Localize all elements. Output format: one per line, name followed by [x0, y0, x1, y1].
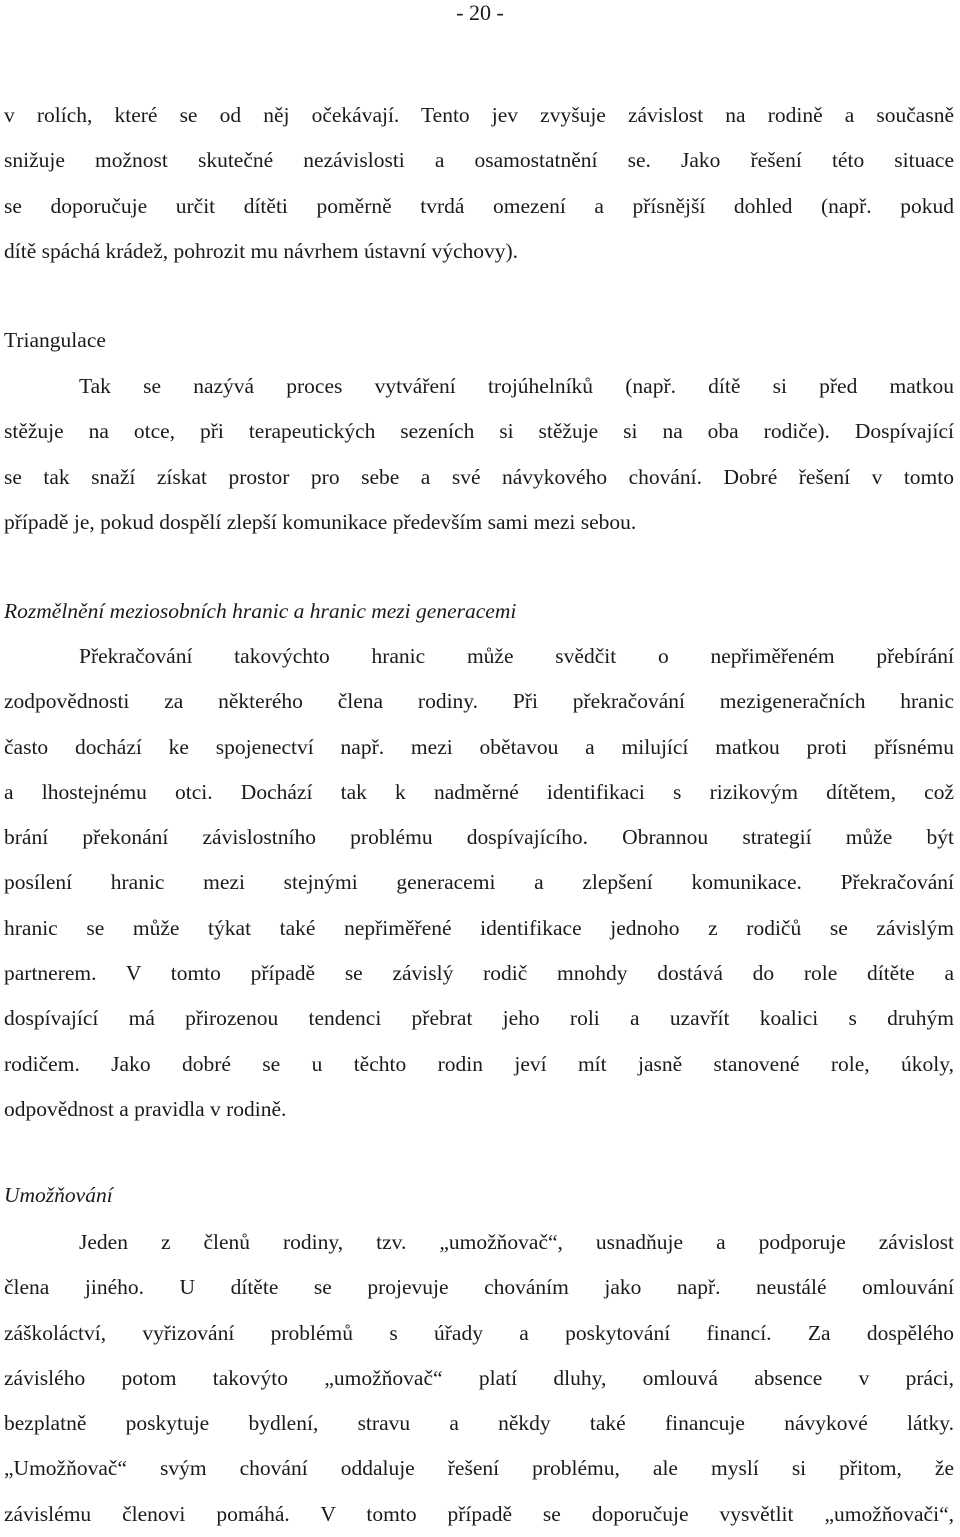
text-line: rodičem. Jako dobré se u těchto rodin jeví mít jasně stanovené role, úkoly, [4, 1051, 954, 1076]
section-heading-rozmelneni: Rozmělnění meziosobních hranic a hranic mezi generacemi [4, 599, 517, 623]
text-line: člena jiného. U dítěte se projevuje chováním jako např. neustálé omlouvání [4, 1275, 954, 1300]
text-line: „Umožňovač“ svým chování oddaluje řešení problému, ale myslí si přitom, že [4, 1456, 954, 1481]
text-line: posílení hranic mezi stejnými generacemi a zlepšení komunikace. Překračování [4, 870, 954, 895]
text-line: závislému členovi pomáhá. V tomto případě se doporučuje vysvětlit „umožňovači“, [4, 1501, 954, 1526]
text-line: Tak se nazývá proces vytváření trojúhelníků (např. dítě si před matkou [79, 374, 954, 398]
text-line: často dochází ke spojenectví např. mezi obětavou a milující matkou proti přísnému [4, 734, 954, 759]
text-line: dítě spáchá krádež, pohrozit mu návrhem ústavní výchovy). [4, 238, 519, 263]
text-line: dospívající má přirozenou tendenci přebrat jeho roli a uzavřít koalici s druhým [4, 1006, 954, 1031]
text-line: zodpovědnosti za některého člena rodiny. Při překračování mezigeneračních hranic [4, 689, 954, 714]
text-line: se doporučuje určit dítěti poměrně tvrdá omezení a přísnější dohled (např. pokud [4, 193, 954, 218]
text-line: závislého potom takovýto „umožňovač“ platí dluhy, omlouvá absence v práci, [4, 1365, 954, 1390]
text-line: hranic se může týkat také nepřiměřené identifikace jednoho z rodičů se závislým [4, 915, 954, 940]
text-line: případě je, pokud dospělí zlepší komunikace především sami mezi sebou. [4, 509, 637, 534]
text-line: záškoláctví, vyřizování problémů s úřady a poskytování financí. Za dospělého [4, 1320, 954, 1345]
text-line: stěžuje na otce, při terapeutických sezeních si stěžuje si na oba rodiče). Dospívající [4, 419, 954, 444]
intro-paragraph [4, 93, 954, 274]
text-line: Jeden z členů rodiny, tzv. „umožňovač“, usnadňuje a podporuje závislost [79, 1230, 954, 1254]
rozmelneni-paragraph [4, 634, 954, 1132]
text-line: a lhostejnému otci. Dochází tak k nadměrné identifikaci s rizikovým dítětem, což [4, 779, 954, 804]
section-heading-triangulace: Triangulace [4, 328, 106, 352]
umoznovani-paragraph [4, 1220, 954, 1537]
text-line: brání překonání závislostního problému dospívajícího. Obrannou strategií může být [4, 825, 954, 850]
page-number: - 20 - [456, 0, 504, 25]
triangulace-paragraph [4, 364, 954, 545]
text-line: odpovědnost a pravidla v rodině. [4, 1096, 287, 1121]
text-line: Překračování takovýchto hranic může svědčit o nepřiměřeném přebírání [79, 644, 954, 668]
section-heading-umoznovani: Umožňování [4, 1183, 113, 1207]
text-line: se tak snaží získat prostor pro sebe a své návykového chování. Dobré řešení v tomto [4, 464, 954, 489]
text-line: v rolích, které se od něj očekávají. Tento jev zvyšuje závislost na rodině a současně [4, 103, 954, 127]
text-line: partnerem. V tomto případě se závislý rodič mnohdy dostává do role dítěte a [4, 961, 954, 986]
text-line: snižuje možnost skutečné nezávislosti a osamostatnění se. Jako řešení této situace [4, 148, 954, 173]
text-line: bezplatně poskytuje bydlení, stravu a někdy také financuje návykové látky. [4, 1411, 954, 1436]
